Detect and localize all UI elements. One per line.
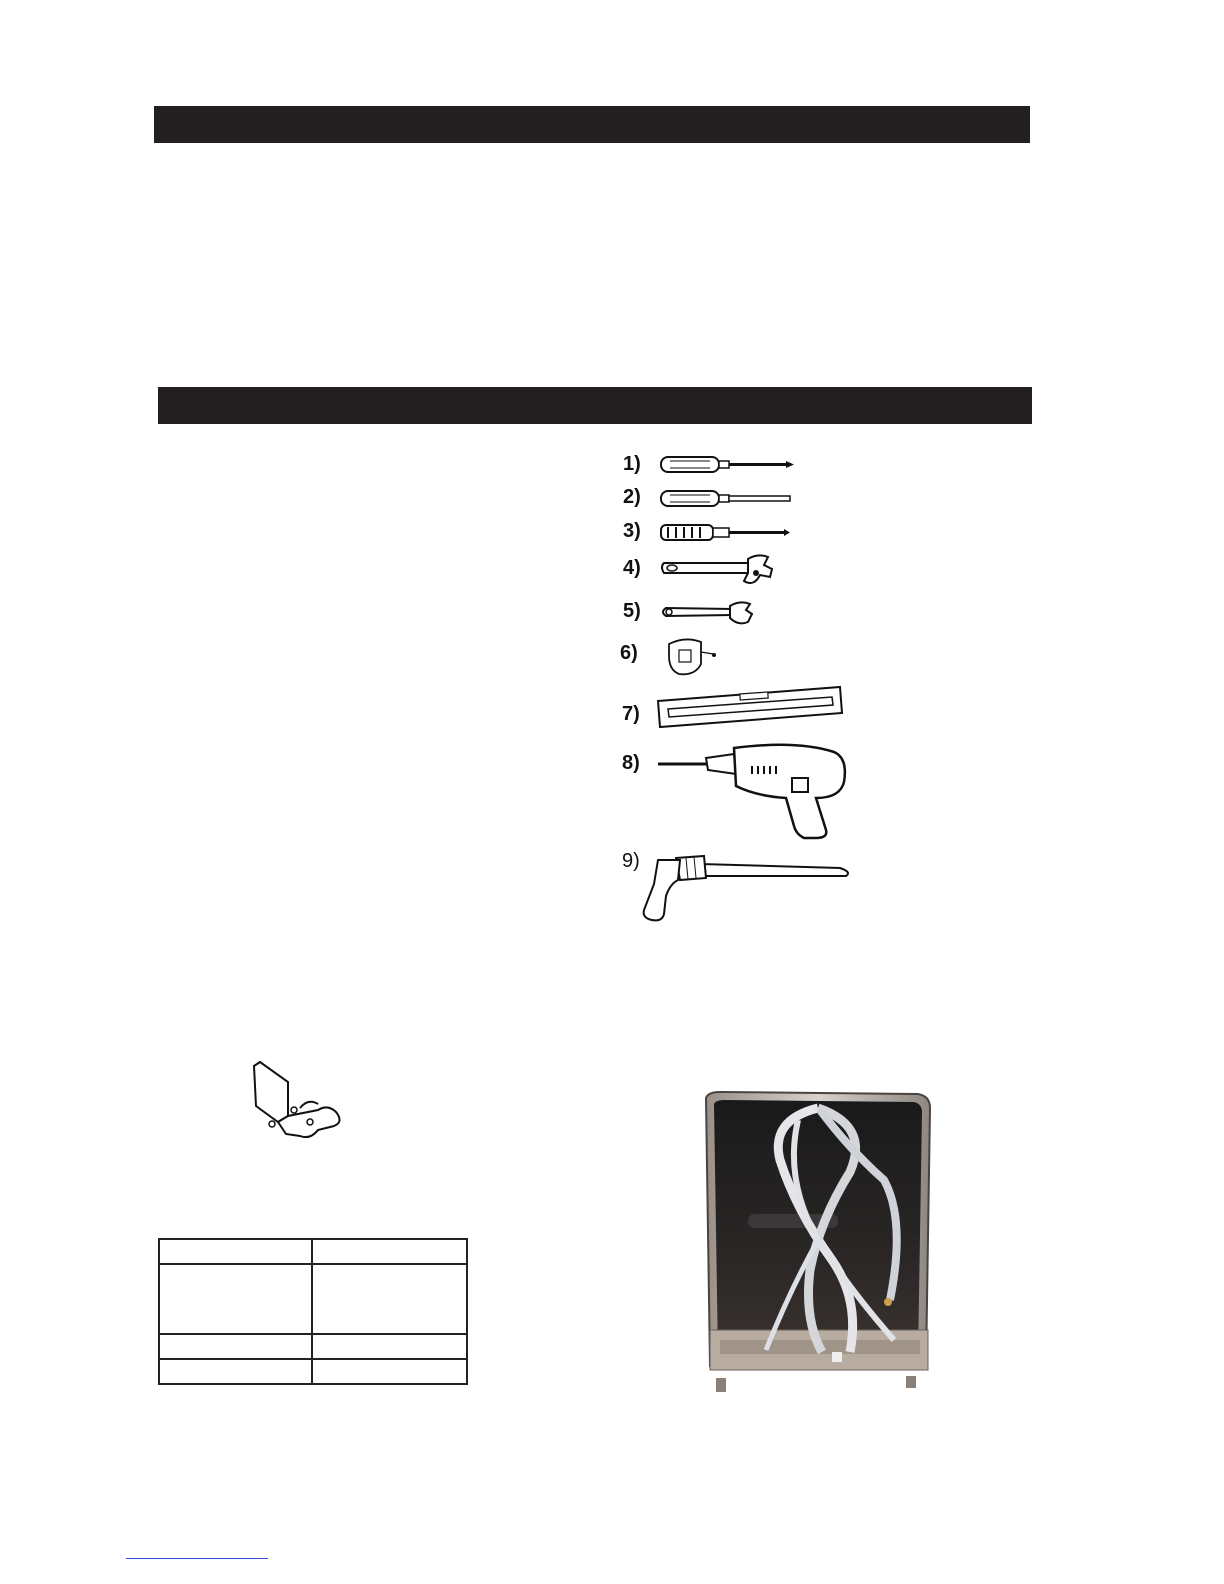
tool-label-1: 1): [623, 453, 641, 475]
tool-label-4: 4): [623, 557, 641, 579]
open-end-wrench-icon: [660, 598, 760, 628]
tool-label-9: 9): [622, 850, 640, 872]
tool-label-2: 2): [623, 486, 641, 508]
section-header-bar-1: [154, 106, 1030, 143]
flat-screwdriver-icon: [660, 489, 795, 509]
table-row: [159, 1359, 467, 1384]
table-row: [159, 1239, 467, 1264]
mounting-bracket-icon: [248, 1060, 353, 1142]
electric-drill-icon: [656, 742, 851, 842]
section-header-bar-2: [158, 387, 1032, 424]
tool-label-8: 8): [622, 752, 640, 774]
tape-measure-icon: [665, 636, 725, 678]
table-row: [159, 1334, 467, 1359]
tool-label-6: 6): [620, 642, 638, 664]
table-row: [159, 1264, 467, 1334]
tool-label-5: 5): [623, 600, 641, 622]
parts-table: [158, 1238, 468, 1385]
tool-label-7: 7): [622, 703, 640, 725]
phillips-screwdriver-icon: [660, 455, 800, 475]
tool-label-3: 3): [623, 520, 641, 542]
adjustable-wrench-icon: [660, 553, 780, 589]
footer-link-underline[interactable]: [126, 1558, 268, 1559]
keyhole-saw-icon: [640, 852, 855, 924]
dishwasher-door-photo: [700, 1090, 940, 1400]
spirit-level-icon: [656, 685, 846, 730]
torx-screwdriver-icon: [660, 523, 795, 543]
